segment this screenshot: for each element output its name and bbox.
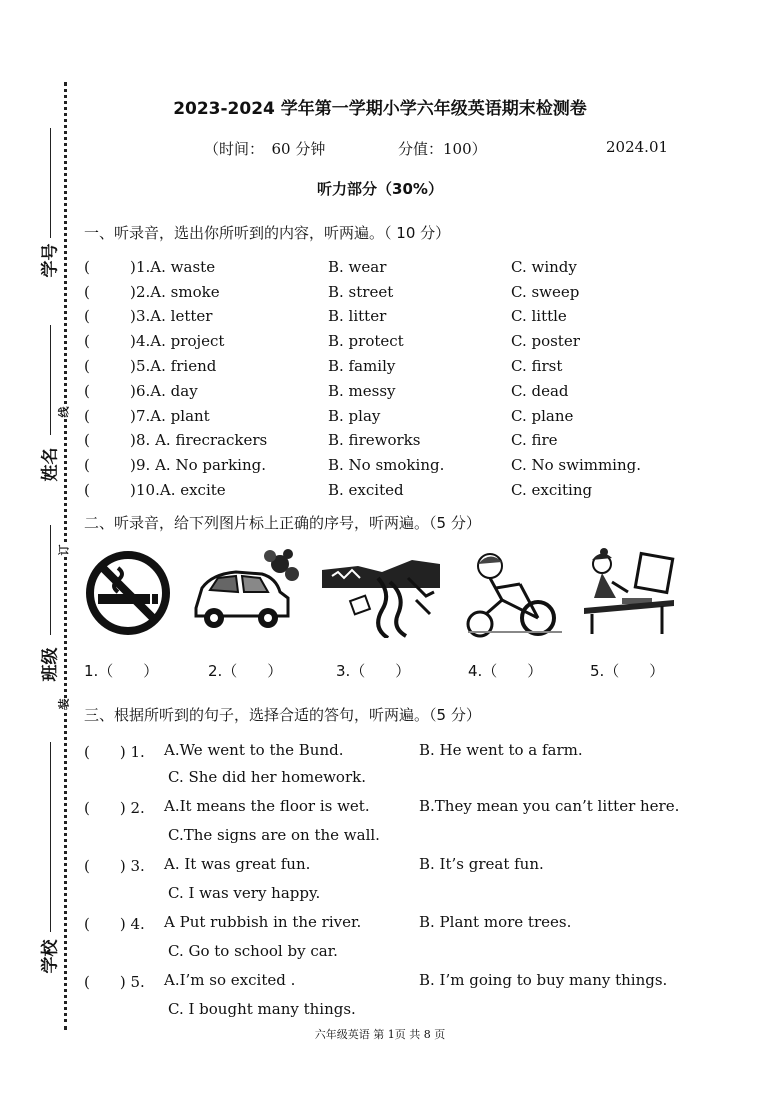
option-c: C. fire — [511, 431, 558, 449]
binding-char-line: 线 — [54, 407, 74, 418]
girl-computer-picture — [582, 548, 676, 638]
part1-question — [84, 431, 684, 455]
boy-cycling-picture — [462, 548, 566, 638]
option-b: B. play — [328, 407, 381, 425]
answer-blank-open[interactable]: ( — [84, 382, 90, 400]
part3-option-c: C. I bought many things. — [168, 1000, 356, 1018]
answer-blank-open[interactable]: ( — [84, 307, 90, 325]
answer-blank-close: ) — [130, 407, 136, 425]
answer-blank-open[interactable]: ( — [84, 481, 90, 499]
option-b: B. fireworks — [328, 431, 421, 449]
picture-2-answer[interactable]: 2.（ ） — [208, 662, 283, 680]
part1-question — [84, 283, 684, 307]
binding-char-bind: 装 — [54, 699, 74, 710]
part1-question — [84, 258, 684, 282]
answer-blank-close: ) — [130, 382, 136, 400]
option-a: 3.A. letter — [136, 307, 213, 325]
answer-blank-close: ) — [130, 431, 136, 449]
part3-question-number[interactable]: ( ) 4. — [84, 915, 145, 933]
answer-blank-close: ) — [130, 357, 136, 375]
option-a: 4.A. project — [136, 332, 225, 350]
option-b: B. family — [328, 357, 396, 375]
option-c: C. sweep — [511, 283, 580, 301]
part3-option-a: A Put rubbish in the river. — [164, 913, 362, 931]
part3-option-b: B. Plant more trees. — [419, 913, 572, 931]
option-c: C. plane — [511, 407, 574, 425]
picture-5-answer[interactable]: 5.（ ） — [590, 662, 665, 680]
name-label: 姓名 — [40, 447, 61, 482]
answer-blank-open[interactable]: ( — [84, 258, 90, 276]
part1-question — [84, 407, 684, 431]
part1-question — [84, 307, 684, 331]
option-c: C. poster — [511, 332, 580, 350]
exam-date: 2024.01 — [606, 138, 669, 156]
school-label: 学校 — [40, 939, 61, 974]
option-a: 7.A. plant — [136, 407, 210, 425]
picture-1-answer[interactable]: 1.（ ） — [84, 662, 159, 680]
listening-section-title: 听力部分（30%） — [317, 180, 443, 198]
option-b: B. No smoking. — [328, 456, 445, 474]
part1-question — [84, 332, 684, 356]
no-smoking-sign-picture — [82, 548, 174, 638]
part3-option-c: C.The signs are on the wall. — [168, 826, 380, 844]
binding-char-staple: 订 — [54, 545, 74, 556]
answer-blank-open[interactable]: ( — [84, 431, 90, 449]
class-blank[interactable] — [50, 525, 51, 635]
option-a: 8. A. firecrackers — [136, 431, 268, 449]
page-footer: 六年级英语 第 1页 共 8 页 — [314, 1028, 446, 1041]
part3-option-b: B. It’s great fun. — [419, 855, 544, 873]
answer-blank-close: ) — [130, 258, 136, 276]
option-c: C. first — [511, 357, 563, 375]
part3-option-a: A. It was great fun. — [164, 855, 311, 873]
part1-question — [84, 481, 684, 505]
part3-option-c: C. Go to school by car. — [168, 942, 338, 960]
binding-dotted-line — [64, 82, 67, 1030]
answer-blank-open[interactable]: ( — [84, 283, 90, 301]
part3-option-c: C. I was very happy. — [168, 884, 321, 902]
option-a: 9. A. No parking. — [136, 456, 267, 474]
part2-heading: 二、听录音，给下列图片标上正确的序号，听两遍。（5 分） — [84, 514, 481, 532]
name-blank[interactable] — [50, 325, 51, 435]
option-c: C. exciting — [511, 481, 593, 499]
part1-question — [84, 456, 684, 480]
option-a: 5.A. friend — [136, 357, 217, 375]
option-b: B. street — [328, 283, 394, 301]
exam-title: 2023-2024 学年第一学期小学六年级英语期末检测卷 — [173, 99, 587, 119]
answer-blank-close: ) — [130, 332, 136, 350]
option-c: C. little — [511, 307, 567, 325]
part1-question — [84, 357, 684, 381]
picture-3-answer[interactable]: 3.（ ） — [336, 662, 411, 680]
part3-option-b: B. I’m going to buy many things. — [419, 971, 668, 989]
part3-option-b: B.They mean you can’t litter here. — [419, 797, 680, 815]
part3-option-c: C. She did her homework. — [168, 768, 366, 786]
option-b: B. protect — [328, 332, 404, 350]
option-a: 1.A. waste — [136, 258, 216, 276]
part3-option-b: B. He went to a farm. — [419, 741, 583, 759]
answer-blank-open[interactable]: ( — [84, 357, 90, 375]
option-b: B. messy — [328, 382, 396, 400]
part1-heading: 一、听录音，选出你所听到的内容，听两遍。（ 10 分） — [84, 224, 451, 242]
part3-question-number[interactable]: ( ) 5. — [84, 973, 145, 991]
class-label: 班级 — [40, 647, 61, 682]
picture-4-answer[interactable]: 4.（ ） — [468, 662, 543, 680]
part3-question-number[interactable]: ( ) 2. — [84, 799, 145, 817]
option-a: 2.A. smoke — [136, 283, 220, 301]
answer-blank-close: ) — [130, 307, 136, 325]
part1-question — [84, 382, 684, 406]
part3-heading: 三、根据所听到的句子，选择合适的答句，听两遍。（5 分） — [84, 706, 481, 724]
student-id-label: 学号 — [40, 243, 61, 278]
car-smoke-picture — [192, 548, 300, 638]
answer-blank-close: ) — [130, 481, 136, 499]
dumping-rubbish-picture — [322, 548, 440, 638]
answer-blank-open[interactable]: ( — [84, 332, 90, 350]
part3-option-a: A.It means the floor is wet. — [164, 797, 370, 815]
option-b: B. litter — [328, 307, 387, 325]
school-blank[interactable] — [50, 742, 51, 932]
part3-option-a: A.We went to the Bund. — [164, 741, 344, 759]
answer-blank-open[interactable]: ( — [84, 456, 90, 474]
option-b: B. excited — [328, 481, 404, 499]
part3-question-number[interactable]: ( ) 1. — [84, 743, 145, 761]
answer-blank-close: ) — [130, 456, 136, 474]
option-b: B. wear — [328, 258, 387, 276]
option-c: C. dead — [511, 382, 569, 400]
option-c: C. No swimming. — [511, 456, 642, 474]
part3-question-number[interactable]: ( ) 3. — [84, 857, 145, 875]
part3-option-a: A.I’m so excited . — [164, 971, 296, 989]
answer-blank-close: ) — [130, 283, 136, 301]
option-a: 10.A. excite — [136, 481, 226, 499]
option-a: 6.A. day — [136, 382, 198, 400]
exam-score: 分值：100） — [398, 140, 487, 158]
option-c: C. windy — [511, 258, 577, 276]
exam-time: （时间： 60 分钟 — [204, 140, 326, 158]
answer-blank-open[interactable]: ( — [84, 407, 90, 425]
